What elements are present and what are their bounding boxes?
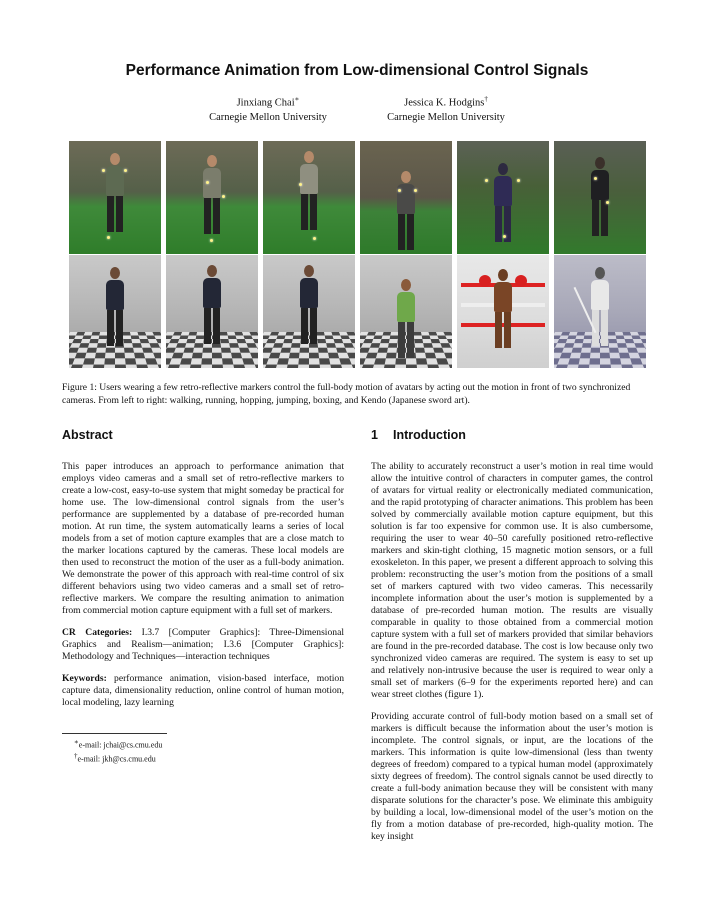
avatar-figure (397, 279, 415, 358)
author-block-hodgins (346, 92, 546, 125)
performer-figure (591, 157, 609, 236)
footnote-hodgins-email: †e-mail: jkh@cs.cmu.edu (74, 751, 156, 764)
figure-caption: Figure 1: Users wearing a few retro-reflective markers control the full-body motion of avatars by acting out the motion in front of two synchronized cameras. From left to right: walking, running, hopping, jumping, boxing, and Kendo (Japanese sword art). (62, 382, 631, 406)
introduction-heading (371, 428, 466, 442)
avatar-figure (494, 269, 512, 348)
video-frame-boxing (457, 141, 549, 254)
author-name: Jinxiang Chai∗ (236, 95, 300, 109)
avatar-render-hopping (263, 255, 355, 368)
performer-figure (494, 163, 512, 242)
avatar-figure (106, 267, 124, 346)
performer-figure (106, 153, 124, 232)
author-affiliation: Carnegie Mellon University (387, 111, 505, 123)
footnotes (62, 733, 344, 764)
author-affiliation: Carnegie Mellon University (209, 111, 327, 123)
introduction-column (371, 461, 653, 853)
author-block-chai (168, 92, 368, 125)
cr-categories: CR Categories: I.3.7 [Computer Graphics]: Three-Dimensional Graphics and Realism—animation; I.3.6 [Computer Graphics]: Methodology and Techniques—interaction techniques (62, 627, 344, 662)
performer-figure (203, 155, 221, 234)
intro-paragraph-2: Providing accurate control of full-body motion based on a small set of markers is difficult because the information about the user’s motion is incomplete. The control signals, or input, are the locations of the markers. This information is quite low-dimensional (less than twenty degrees of freedom) compared to a typical human model (approximately sixty degrees of freedom). The control signals cannot be used directly to create a full-body animation because they will be consistent with many disparate solutions for the character’s pose. We eliminate this ambiguity by building a local, low-dimensional model of the user’s motion on the fly from a motion database of pre-recorded, high-quality motion. The key insight (371, 711, 653, 842)
abstract-column (62, 461, 344, 719)
video-frame-running (166, 141, 258, 254)
performer-figure (397, 171, 415, 250)
section-title: Introduction (393, 428, 466, 442)
video-frame-hopping (263, 141, 355, 254)
avatar-render-running (166, 255, 258, 368)
video-frame-walking (69, 141, 161, 254)
avatar-render-boxing (457, 255, 549, 368)
performer-figure (300, 151, 318, 230)
video-frame-kendo (554, 141, 646, 254)
avatar-figure (300, 265, 318, 344)
abstract-heading: Abstract (62, 428, 113, 442)
keywords: Keywords: performance animation, vision-based interface, motion capture data, dimensionality reduction, online control of human motion, local modeling, lazy learning (62, 673, 344, 708)
avatar-render-kendo (554, 255, 646, 368)
video-frame-jumping (360, 141, 452, 254)
paper-title: Performance Animation from Low-dimensional Control Signals (125, 62, 589, 79)
avatar-render-walking (69, 255, 161, 368)
footnote-rule (62, 733, 167, 734)
section-number: 1 (371, 428, 378, 442)
abstract-body: This paper introduces an approach to performance animation that employs video cameras and a small set of retro-reflective markers to create a low-cost, easy-to-use system that might someday be practical for home use. The low-dimensional control signals from the user’s performance are supplemented by a database of pre-recorded human motion. At run time, the system automatically learns a series of local models from a set of motion capture examples that are a close match to the marker locations captured by the cameras. These local models are then used to reconstruct the motion of the user as a full-body animation. We demonstrate the power of this approach with real-time control of six different behaviors using two video cameras and a small set of retro-reflective markers. We compare the resulting animation to animation from commercial motion capture equipment with a full set of markers. (62, 461, 344, 616)
avatar-render-jumping (360, 255, 452, 368)
author-name: Jessica K. Hodgins† (404, 95, 488, 109)
avatar-figure (203, 265, 221, 344)
footnote-chai-email: ∗e-mail: jchai@cs.cmu.edu (74, 738, 163, 750)
intro-paragraph-1: The ability to accurately reconstruct a user’s motion in real time would allow the intuitive control of characters in computer games, the control of avatars for virtual reality or electronically mediated communication, and the rapid prototyping of character animations. This problem has been solved by commercially available motion capture equipment, but this solution is far too expensive for common use. It is also cumbersome, requiring the user to wear 40–50 carefully positioned retro-reflective markers and skin-tight clothing, 15 magnetic motion sensors, or a full exoskeleton. In this paper, we present a different approach to solving this problem: reconstructing the user’s motion from the positions of a small set of markers captured with two video cameras. This necessarily incomplete information about the user’s motion is supplemented by a database of pre-recorded human motion. The results are visually comparable in quality to those obtained from a commercial motion capture system with a full set of markers provided that similar behaviors are found in the pre-recorded database. The cost is low because only two synchronized video cameras are required. The system is easy to set up and relatively non-intrusive because the user is required to wear only a small set of markers (6–9 for the experiments reported here) and can wear street clothes (figure 1). (371, 461, 653, 700)
avatar-figure (591, 267, 609, 346)
figure-1 (69, 141, 647, 367)
